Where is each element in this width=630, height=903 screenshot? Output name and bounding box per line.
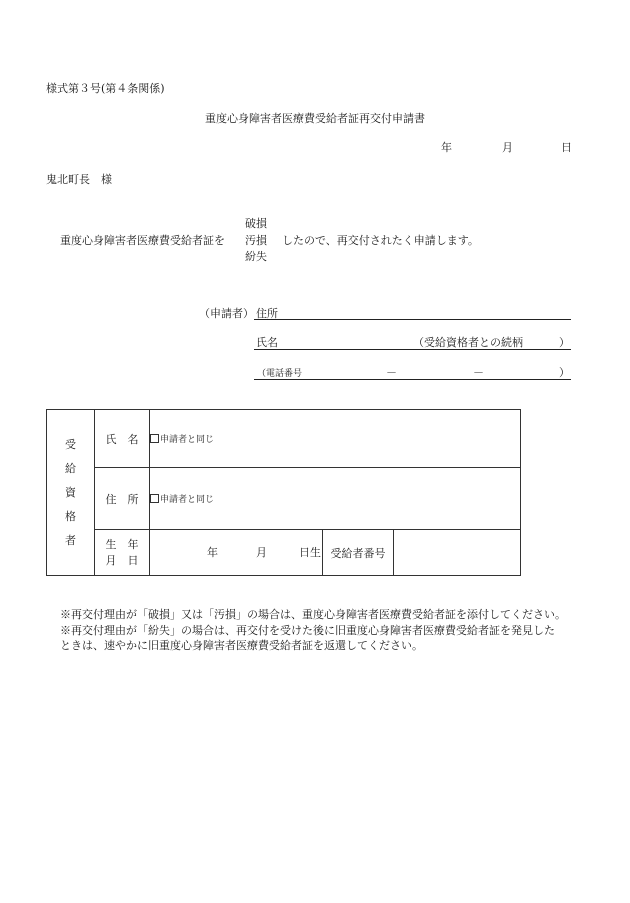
form-number: 様式第３号(第４条関係) (46, 82, 165, 95)
same-as-applicant-text-name: 申請者と同じ (160, 435, 215, 445)
request-prefix: 重度心身障害者医療費受給者証を (60, 234, 225, 247)
date-day-label: 日 (561, 141, 572, 154)
birth-year-unit: 年 (207, 546, 218, 559)
recipient-side-label: 受 給 資 格 者 (47, 410, 95, 576)
relation-close: ） (559, 336, 570, 349)
applicant-phone-line[interactable] (254, 379, 571, 380)
address-cell[interactable] (150, 468, 521, 530)
same-as-applicant-checkbox-name[interactable] (150, 434, 159, 443)
note-1: ※再交付理由が「破損」又は「汚損」の場合は、重度心身障害者医療費受給者証を添付してください。 (60, 608, 566, 621)
phone-dash-1: － (386, 366, 397, 379)
applicant-address-label: 住所 (256, 307, 278, 320)
recipient-number-cell[interactable] (394, 530, 521, 576)
applicant-name-line[interactable] (254, 349, 571, 350)
recipient-number-label: 受給者番号 (323, 530, 394, 576)
birth-day-unit: 日生 (299, 546, 321, 559)
note-3: ときは、速やかに旧重度心身障害者医療費受給者証を返還してください。 (60, 639, 423, 652)
same-as-applicant-text-address: 申請者と同じ (160, 495, 215, 505)
address-label: 住 所 (95, 468, 150, 530)
date-year-label: 年 (441, 141, 452, 154)
note-2: ※再交付理由が「紛失」の場合は、再交付を受けた後に旧重度心身障害者医療費受給者証を発見した (60, 624, 555, 637)
phone-close: ） (559, 366, 570, 379)
addressee: 鬼北町長 様 (46, 173, 112, 186)
request-suffix: したので、再交付されたく申請します。 (282, 234, 479, 247)
date-month-label: 月 (502, 141, 513, 154)
applicant-name-label: 氏名 (256, 336, 278, 349)
relation-open: （受給資格者との続柄 (413, 336, 523, 349)
same-as-applicant-checkbox-address[interactable] (150, 494, 159, 503)
reason-option-damaged: 破損 (245, 217, 267, 230)
name-cell[interactable] (150, 410, 521, 468)
phone-open: （電話番号 (257, 369, 303, 379)
name-label: 氏 名 (95, 410, 150, 468)
birthdate-label: 生 年 月 日 (95, 530, 150, 576)
phone-dash-2: － (473, 366, 484, 379)
birthdate-cell[interactable] (150, 530, 323, 576)
reason-option-lost: 紛失 (245, 250, 267, 263)
recipient-table (46, 409, 521, 576)
applicant-label: （申請者） (199, 307, 254, 320)
reason-option-soiled: 汚損 (245, 234, 267, 247)
birth-month-unit: 月 (256, 546, 267, 559)
applicant-address-line[interactable] (254, 319, 571, 320)
page-title: 重度心身障害者医療費受給者証再交付申請書 (205, 112, 425, 125)
